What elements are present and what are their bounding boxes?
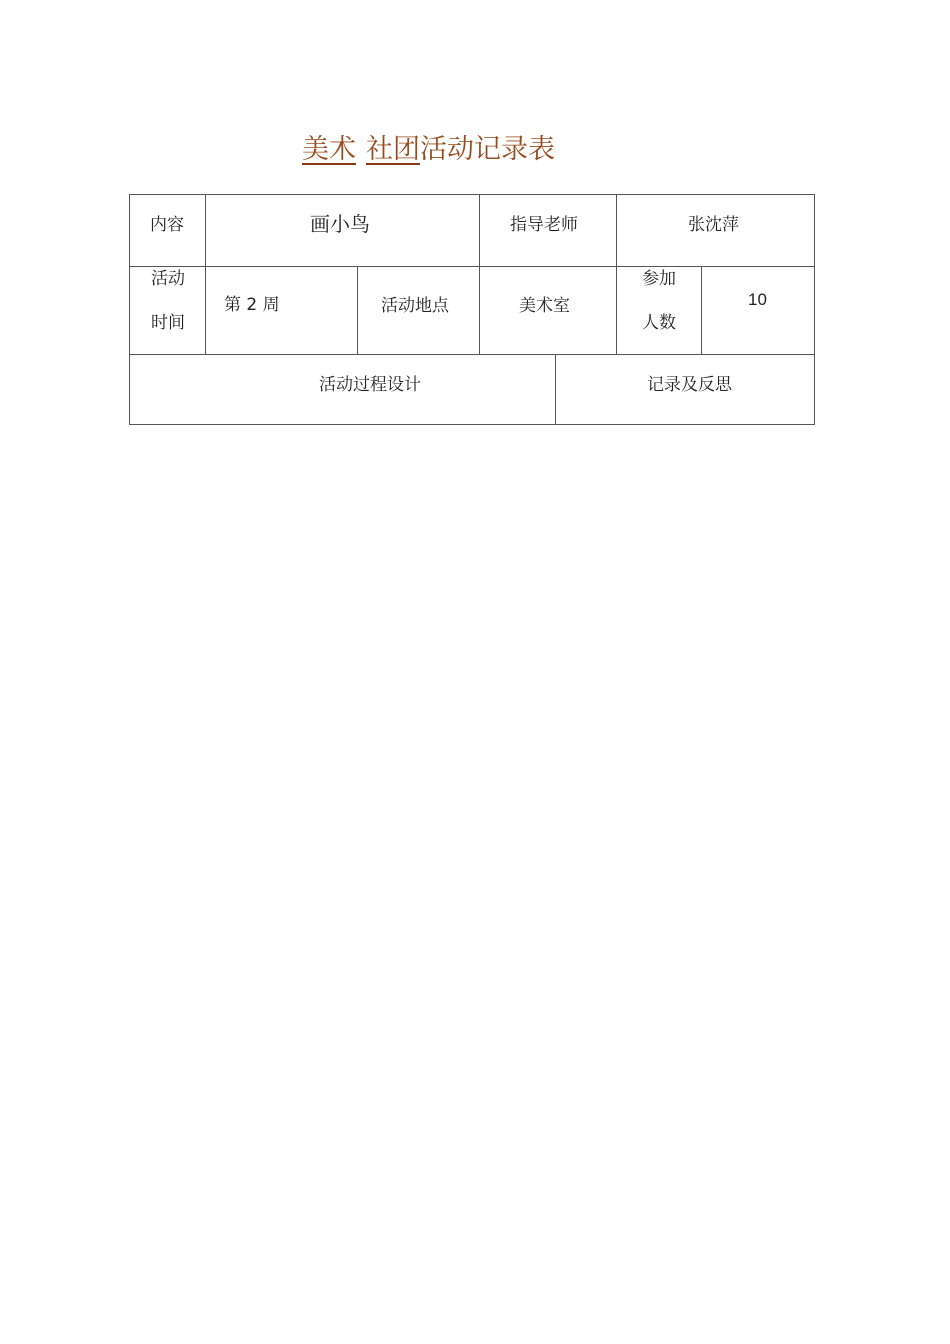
- teacher-label: 指导老师: [510, 215, 578, 235]
- table-border-top: [129, 194, 815, 195]
- time-label-line-2: 时间: [151, 313, 185, 333]
- table-border-left: [129, 194, 130, 425]
- table-col-divider-a: [205, 194, 206, 355]
- place-value: 美术室: [519, 296, 570, 316]
- page-title: [288, 128, 668, 172]
- table-border-right: [814, 194, 815, 425]
- participants-label-line-2: 人数: [642, 313, 676, 333]
- content-label: 内容: [150, 215, 184, 235]
- place-label: 活动地点: [381, 296, 449, 316]
- table-col-divider-e: [701, 266, 702, 355]
- participants-label: [639, 257, 679, 345]
- content-value: 画小鸟: [310, 212, 370, 236]
- time-value: 第 2 周: [224, 295, 280, 315]
- title-underlined-part: [288, 134, 420, 165]
- table-col-divider-d: [616, 194, 617, 355]
- participants-label-line-1: 参加: [642, 269, 676, 289]
- title-part-2: 社团: [366, 134, 420, 165]
- table-col-divider-b: [357, 266, 358, 355]
- participants-value: 10: [748, 290, 767, 309]
- time-label-line-1: 活动: [151, 269, 185, 289]
- teacher-value: 张沈萍: [688, 215, 739, 235]
- table-col-divider-f: [555, 354, 556, 425]
- table-row-divider-2: [129, 354, 815, 355]
- title-part-3: 活动记录表: [420, 134, 555, 165]
- title-part-1: 美术: [302, 134, 356, 165]
- table-col-divider-c: [479, 194, 480, 355]
- table-row-divider-1: [129, 266, 815, 267]
- time-label: [148, 257, 188, 345]
- table-border-bottom: [129, 424, 815, 425]
- reflection-header: 记录及反思: [647, 375, 732, 395]
- design-header: 活动过程设计: [319, 375, 421, 395]
